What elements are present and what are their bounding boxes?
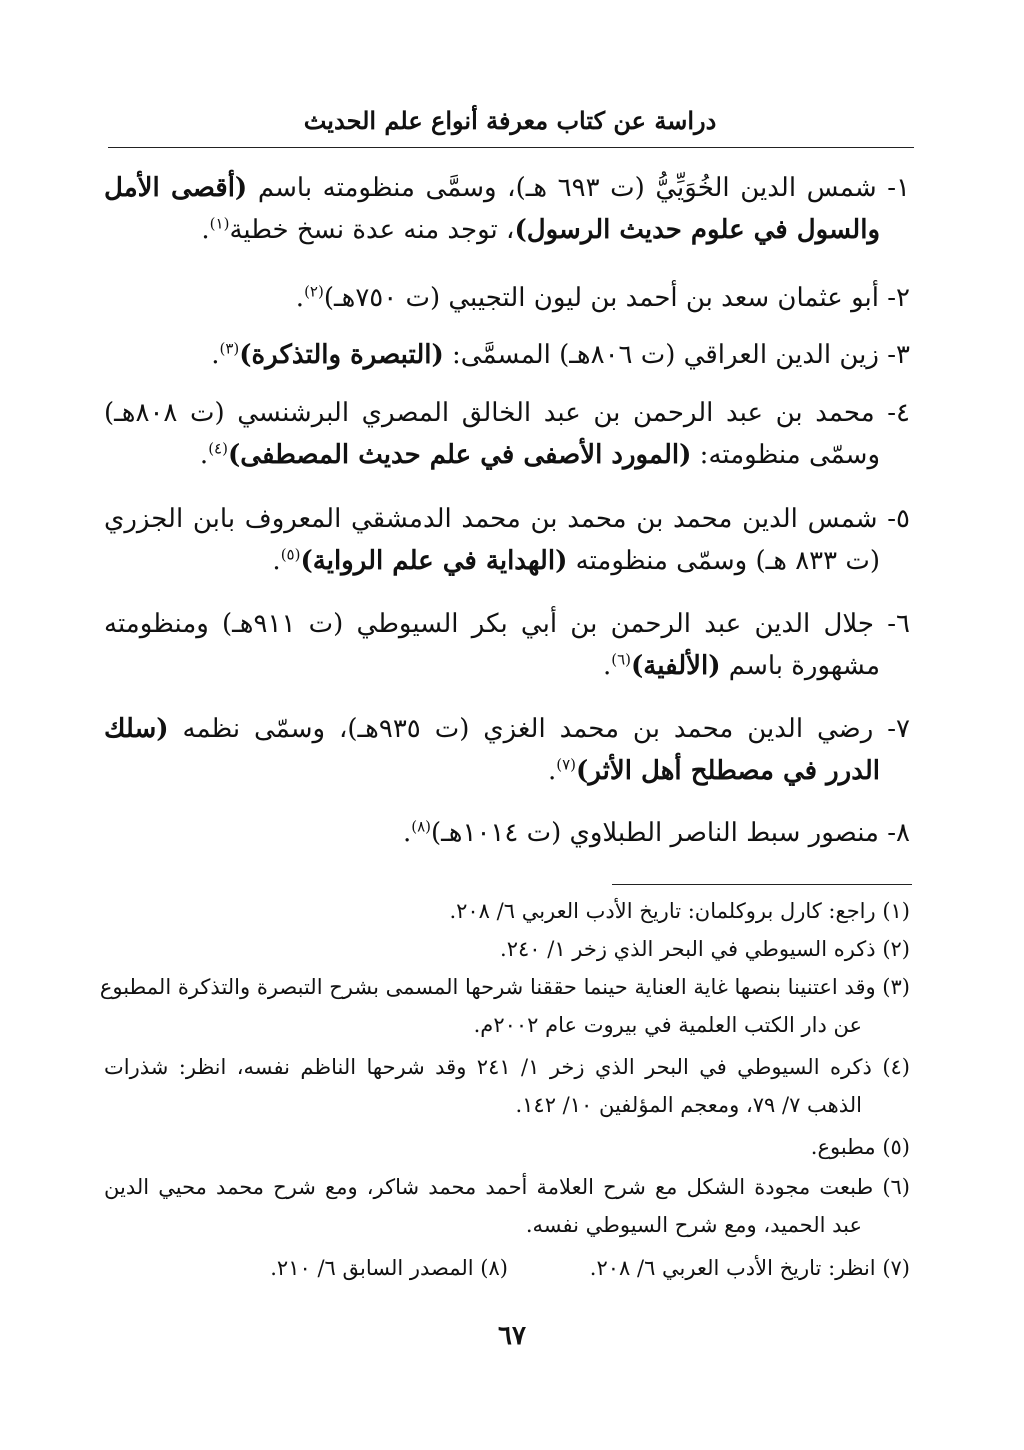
entry-punct: .: [211, 340, 220, 370]
entry-text: ٥- شمس الدين محمد بن محمد بن محمد الدمشقي المعروف بابن الجزري: [104, 504, 910, 534]
footnote-4: [104, 1048, 910, 1124]
entry-line: [104, 603, 910, 645]
footnote-3: [99, 968, 910, 1044]
footnote-line: (١) راجع: كارل بروكلمان: تاريخ الأدب العربي ٦/ ٢٠٨.: [449, 899, 910, 923]
footnote-line: (٥) مطبوع.: [810, 1135, 910, 1159]
entry-punct: .: [201, 215, 210, 245]
footnote-8: (٨) المصدر السابق ٦/ ٢١٠.: [270, 1256, 508, 1280]
footnote-ref: (٨): [411, 817, 431, 836]
entry-line: [104, 167, 910, 209]
entry-line: [104, 392, 910, 434]
footnote-line: (٣) وقد اعتنينا بنصها غاية العناية حينما حققنا شرحها المسمى بشرح التبصرة والتذكرة المطبوع: [99, 975, 910, 999]
footnote-ref: (٦): [611, 650, 631, 669]
list-entry-6: [104, 603, 910, 687]
entry-punct: .: [295, 283, 305, 313]
entry-punct: .: [547, 756, 557, 786]
entry-punct: .: [402, 818, 412, 848]
entry-text: ٦- جلال الدين عبد الرحمن بن أبي بكر السيوطي (ت ٩١١هـ) ومنظومته: [104, 609, 910, 639]
entry-text: (ت ٨٣٣ هـ) وسمّى منظومته: [567, 546, 880, 576]
entry-line: [104, 277, 910, 319]
entry-title-bold: والسول في علوم حديث الرسول): [514, 215, 880, 245]
footnote-line: عبد الحميد، ومع شرح السيوطي نفسه.: [525, 1213, 862, 1237]
footnote-ref: (١): [209, 214, 230, 233]
footnote-ref: (٤): [208, 439, 228, 458]
footnote-7-8: [104, 1249, 910, 1287]
footnote-2: [104, 930, 910, 968]
entry-title-bold: (المورد الأصفى في علم حديث المصطفى): [227, 440, 692, 470]
footnote-ref: (٢): [304, 282, 324, 301]
entry-line: [104, 209, 910, 251]
entry-title-bold: (أقصى الأمل: [104, 173, 248, 203]
entry-text: مشهورة باسم: [720, 651, 880, 681]
entry-line: [104, 812, 910, 854]
entry-punct: .: [272, 546, 281, 576]
entry-line: [104, 750, 910, 792]
footnote-line: الذهب ٧/ ٧٩، ومعجم المؤلفين ١٠/ ١٤٢.: [515, 1093, 862, 1117]
entry-text: ٤- محمد بن عبد الرحمن بن عبد الخالق المصري البرشنسي (ت ٨٠٨هـ): [104, 398, 910, 428]
footnote-ref: (٧): [556, 755, 577, 774]
footnote-ref: (٣): [219, 339, 240, 358]
entry-text: وسمّى منظومته:: [691, 440, 880, 470]
list-entry-2: [104, 277, 910, 319]
entry-punct: .: [199, 440, 209, 470]
entry-line: [104, 498, 910, 540]
entry-text: ، توجد منه عدة نسخ خطية: [229, 215, 515, 245]
list-entry-4: [104, 392, 910, 476]
entry-line: [104, 645, 910, 687]
footnote-7: (٧) انظر: تاريخ الأدب العربي ٦/ ٢٠٨.: [589, 1256, 910, 1280]
footnote-line: (٦) طبعت مجودة الشكل مع شرح العلامة أحمد محمد شاكر، ومع شرح محمد محيي الدين: [104, 1175, 910, 1199]
footnote-1: [104, 892, 910, 930]
footnote-6: [104, 1168, 910, 1244]
footnote-line: (٢) ذكره السيوطي في البحر الذي زخر ١/ ٢٤٠.: [500, 937, 910, 961]
footnote-line: (٤) ذكره السيوطي في البحر الذي زخر ١/ ٢٤١ وقد شرحها الناظم نفسه، انظر: شذرات: [104, 1055, 910, 1079]
page-number: ٦٧: [498, 1321, 526, 1351]
list-entry-3: [104, 334, 910, 376]
header-rule: [108, 147, 914, 148]
running-header: دراسة عن كتاب معرفة أنواع علم الحديث: [303, 106, 717, 135]
entry-title-bold: (الألفية): [630, 651, 721, 681]
footnote-line: عن دار الكتب العلمية في بيروت عام ٢٠٠٢م.: [473, 1013, 862, 1037]
entry-line: [104, 434, 910, 476]
entry-line: [104, 540, 910, 582]
entry-line: [104, 334, 910, 376]
entry-title-bold: الدرر في مصطلح أهل الأثر): [576, 756, 880, 786]
list-entry-7: [104, 708, 910, 792]
entry-title-bold: (سلك: [104, 714, 169, 744]
entry-punct: .: [602, 651, 612, 681]
entry-title-bold: (الهداية في علم الرواية): [300, 546, 568, 576]
list-entry-5: [104, 498, 910, 582]
footnote-ref: (٥): [280, 545, 301, 564]
entry-text: ١- شمس الدين الخُوَيِّيُّ (ت ٦٩٣ هـ)، وسمَّى منظومته باسم: [247, 173, 910, 203]
entry-line: [104, 708, 910, 750]
entry-text: ٧- رضي الدين محمد بن محمد الغزي (ت ٩٣٥هـ)، وسمّى نظمه: [168, 714, 910, 744]
entry-title-bold: (التبصرة والتذكرة): [239, 340, 444, 370]
footnote-rule: [612, 884, 912, 885]
list-entry-8: [104, 812, 910, 854]
footnote-5: [104, 1128, 910, 1166]
list-entry-1: [104, 167, 910, 251]
entry-text: ٢- أبو عثمان سعد بن أحمد بن ليون التجيبي (ت ٧٥٠هـ): [323, 283, 910, 313]
entry-text: ٣- زين الدين العراقي (ت ٨٠٦هـ) المسمَّى:: [443, 340, 910, 370]
entry-text: ٨- منصور سبط الناصر الطبلاوي (ت ١٠١٤هـ): [431, 818, 910, 848]
